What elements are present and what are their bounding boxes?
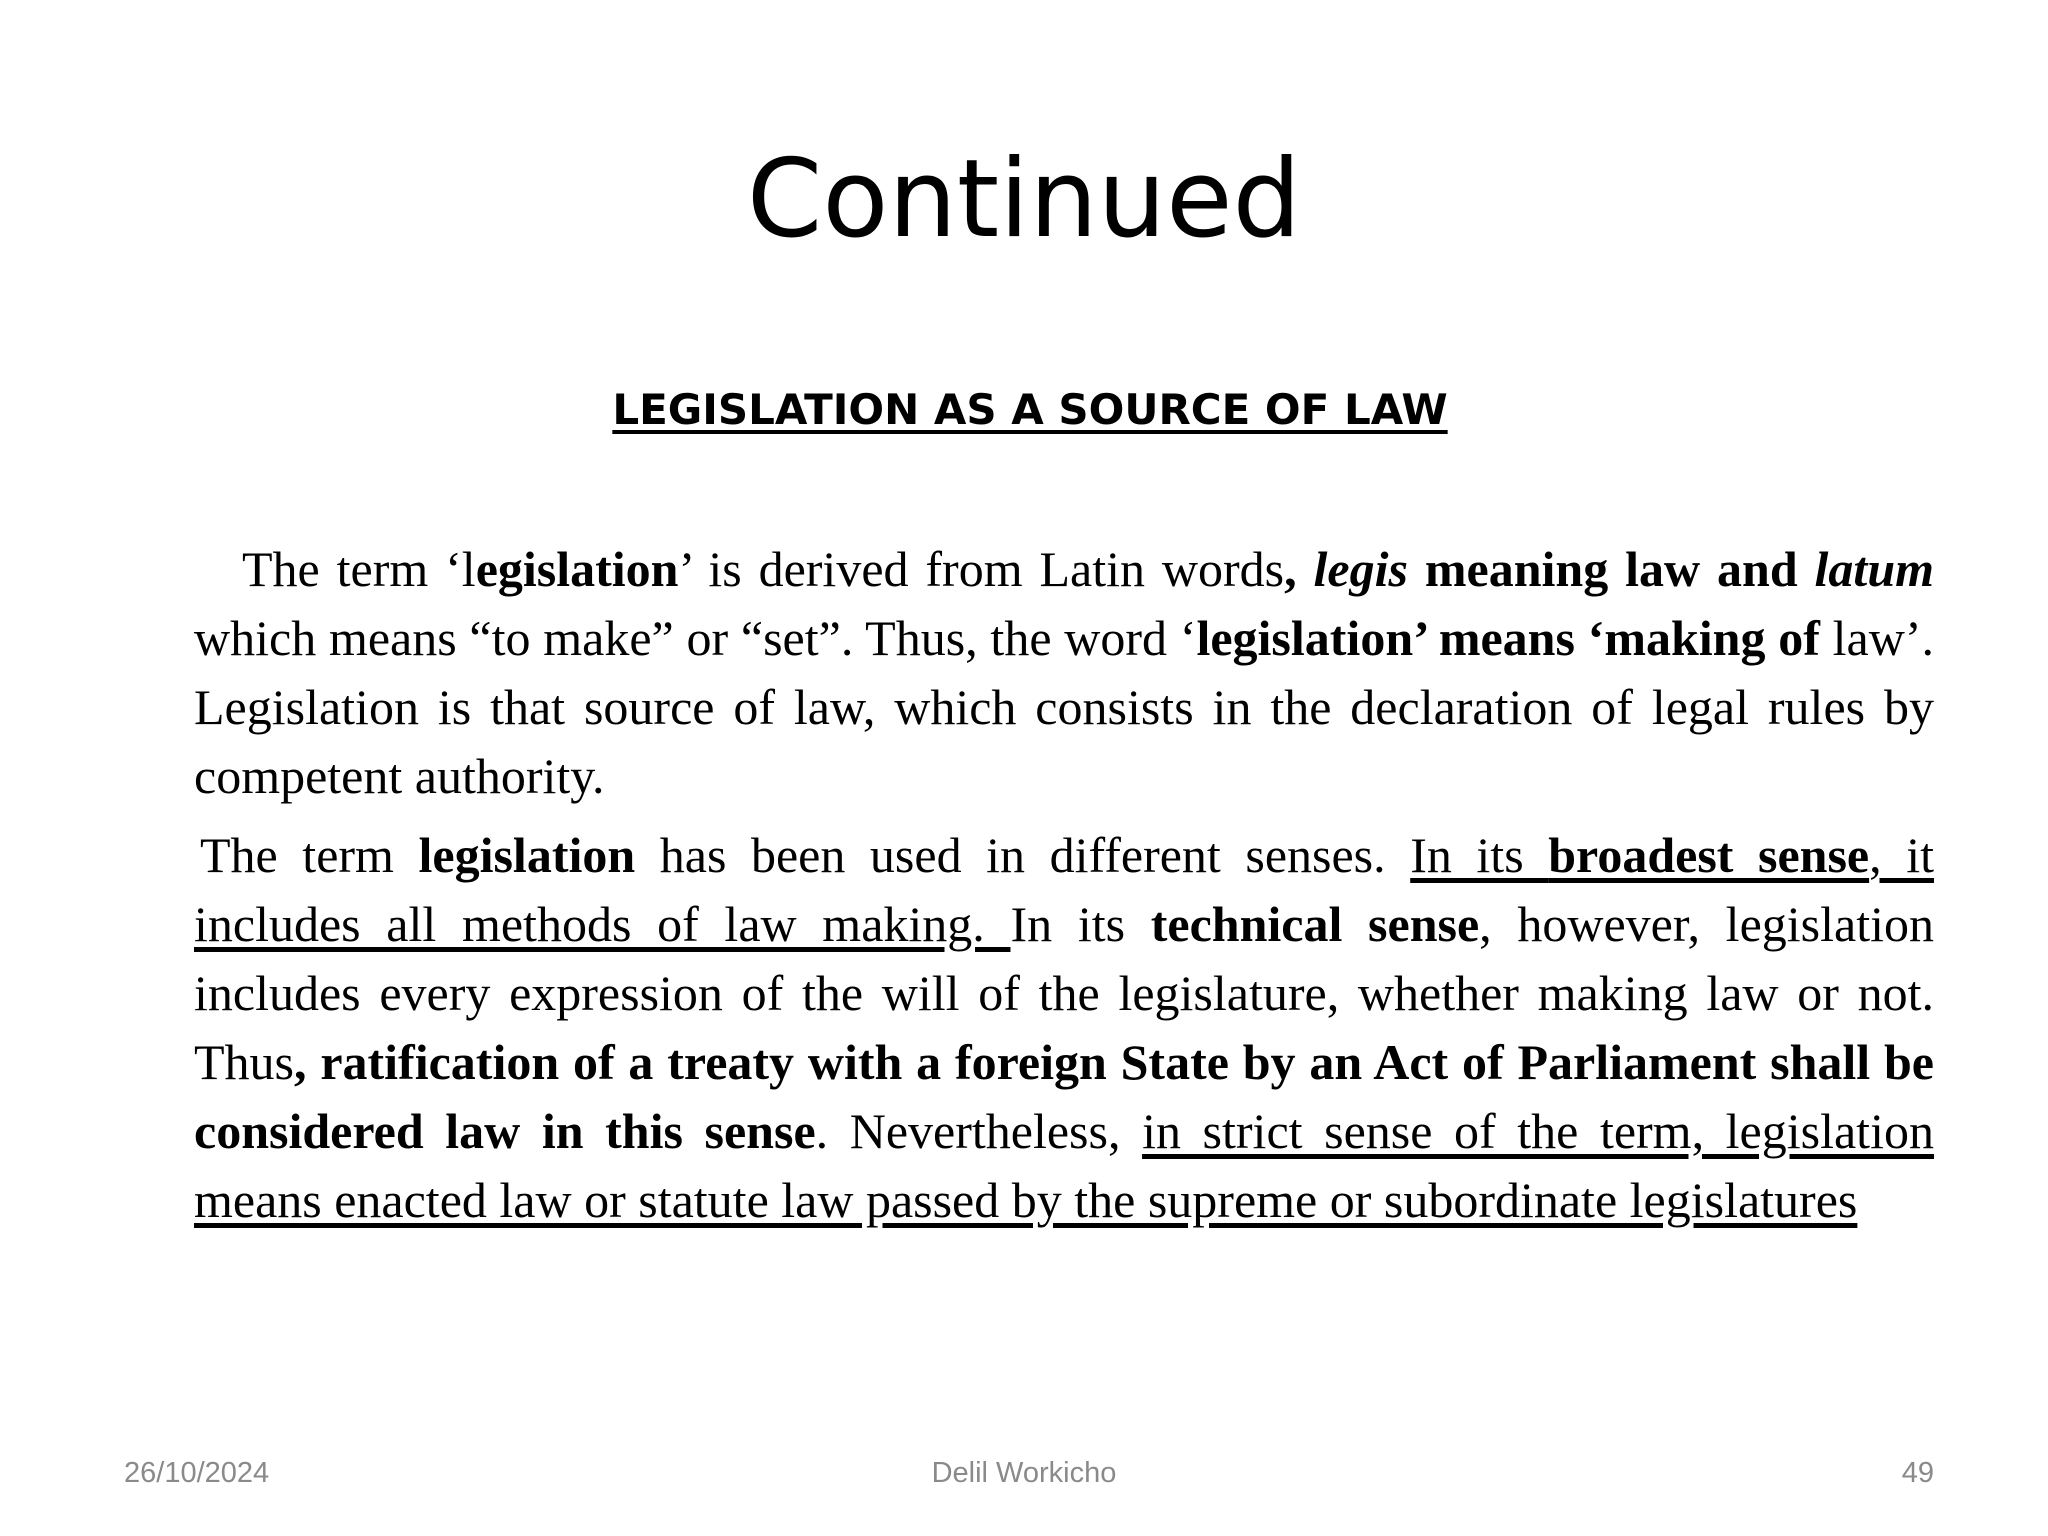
text-run: law’. Legislation is that source of law, which consists in the declaration of legal rules by competent authority. bbox=[194, 610, 1935, 804]
text-run-bold: legislation’ means ‘making of bbox=[1196, 610, 1820, 666]
paragraph-definition bbox=[194, 535, 1934, 811]
text-run-bold-underlined: broadest sense bbox=[1548, 827, 1870, 883]
slide-title: Continued bbox=[746, 137, 1302, 262]
text-run-underlined: In its bbox=[1410, 827, 1549, 883]
slide-number: 49 bbox=[1901, 1457, 1934, 1489]
text-run-bold: meaning law and bbox=[1407, 541, 1815, 597]
text-run: In its bbox=[1010, 896, 1151, 952]
text-run-bold: technical sense bbox=[1150, 896, 1480, 952]
text-run: The term bbox=[200, 827, 419, 883]
footer-date: 26/10/2024 bbox=[124, 1457, 270, 1489]
text-run-underlined: , it includes all methods of law making. bbox=[194, 827, 1934, 952]
text-run-bold: , bbox=[1284, 541, 1314, 597]
text-run-bold: , ratification of a treaty with a foreign State by an Act of Parliament shall be considered law in this sense bbox=[194, 1034, 1934, 1159]
text-run: , however, legislation includes every expression of the will of the legislature, whether making law or not. Thus bbox=[194, 896, 1934, 1090]
text-run: has been used in different senses. bbox=[635, 827, 1411, 883]
text-run-bold-italic: legis bbox=[1313, 541, 1408, 597]
text-run-bold: egislation bbox=[475, 541, 679, 597]
paragraph-senses bbox=[194, 821, 1934, 1235]
text-run: The term ‘l bbox=[242, 541, 476, 597]
section-heading: LEGISLATION AS A SOURCE OF LAW bbox=[612, 385, 1448, 434]
text-run: which means “to make” or “set”. Thus, the word ‘ bbox=[194, 610, 1197, 666]
footer-author: Delil Workicho bbox=[931, 1457, 1117, 1489]
text-run-bold-italic: latum bbox=[1814, 541, 1935, 597]
text-run: . Nevertheless, bbox=[815, 1103, 1143, 1159]
text-run-bold: legislation bbox=[418, 827, 636, 883]
text-run-underlined: in strict sense of the term, legislation means enacted law or statute law passed by the supreme or subordinate legislatures bbox=[194, 1103, 1934, 1228]
text-run: ’ is derived from Latin words bbox=[678, 541, 1285, 597]
slide-body bbox=[194, 535, 1934, 1235]
